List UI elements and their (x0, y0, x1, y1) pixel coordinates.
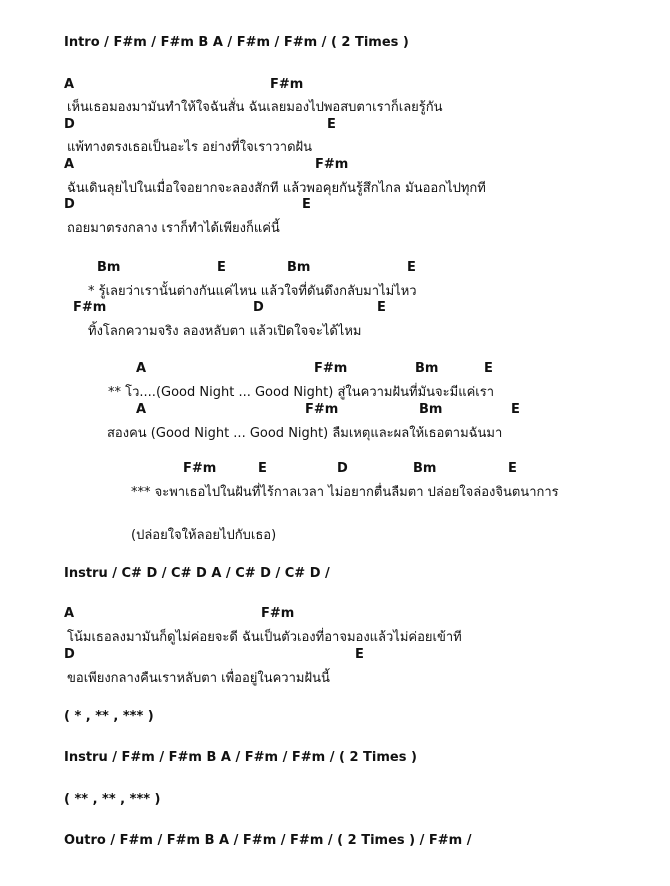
chord: Bm (413, 461, 437, 476)
intro-line: Intro / F#m / F#m B A / F#m / F#m / ( 2 Times ) (64, 35, 409, 50)
lyric-line: *** จะพาเธอไปในฝันที่ไร้กาลเวลา ไม่อยากตื่นลืมตา ปล่อยใจล่องจินตนาการ (131, 485, 559, 500)
chord: Bm (419, 402, 443, 417)
lyric-line: โน้มเธอลงมามันก็ดูไม่ค่อยจะดี ฉันเป็นตัวเองที่อาจมองแล้วไม่ค่อยเข้าที (67, 630, 462, 645)
chord: E (258, 461, 267, 476)
chord: F#m (261, 606, 295, 621)
chord: Bm (415, 361, 439, 376)
lyric-line: ถอยมาตรงกลาง เราก็ทำได้เพียงก็แค่นี้ (67, 221, 280, 236)
instru-line: Instru / F#m / F#m B A / F#m / F#m / ( 2 Times ) (64, 750, 417, 765)
chord: A (136, 361, 147, 376)
chord: E (355, 647, 364, 662)
chord: A (64, 77, 75, 92)
chord: F#m (314, 361, 348, 376)
chord: A (64, 606, 75, 621)
lyric-line: (ปล่อยใจให้ลอยไปกับเธอ) (131, 528, 277, 543)
lyric-line: ขอเพียงกลางคืนเราหลับตา เพื่ออยู่ในความฝันนี้ (67, 671, 330, 686)
lyric-line: สองคน (Good Night ... Good Night) ลืมเหตุและผลให้เธอตามฉันมา (107, 426, 503, 441)
chord: F#m (183, 461, 217, 476)
chord: E (407, 260, 416, 275)
lyric-line: เห็นเธอมองมามันทำให้ใจฉันสั่น ฉันเลยมองไปพอสบตาเราก็เลยรู้กัน (67, 100, 443, 115)
chord: E (511, 402, 520, 417)
chord: E (484, 361, 493, 376)
chord: E (508, 461, 517, 476)
chord: E (217, 260, 226, 275)
chord: Bm (97, 260, 121, 275)
chord: D (64, 117, 75, 132)
lyric-line: แพ้ทางตรงเธอเป็นอะไร อย่างที่ใจเราวาดฝัน (67, 140, 313, 155)
repeat-line: ( * , ** , *** ) (64, 709, 154, 724)
chord: D (64, 647, 75, 662)
lyric-line: ฉันเดินลุยไปในเมื่อใจอยากจะลองสักที แล้วพอคุยกันรู้สึกไกล มันออกไปทุกที (67, 181, 486, 196)
chord: Bm (287, 260, 311, 275)
chord: A (136, 402, 147, 417)
outro-line: Outro / F#m / F#m B A / F#m / F#m / ( 2 Times ) / F#m / (64, 833, 472, 848)
chord: F#m (270, 77, 304, 92)
chord: A (64, 157, 75, 172)
lyric-line: * รู้เลยว่าเรานั้นต่างกันแค่ไหน แล้วใจที่ดันดึงกลับมาไม่ไหว (88, 284, 417, 299)
lyric-line: ทิ้งโลกความจริง ลองหลับตา แล้วเปิดใจจะได้ไหม (88, 324, 362, 339)
chord: E (302, 197, 311, 212)
chord: F#m (73, 300, 107, 315)
chord: E (327, 117, 336, 132)
chord: D (337, 461, 348, 476)
instru-line: Instru / C# D / C# D A / C# D / C# D / (64, 566, 330, 581)
chord: F#m (315, 157, 349, 172)
lyric-line: ** โว....(Good Night ... Good Night) สู่ในความฝันที่มันจะมีแค่เรา (108, 385, 494, 400)
chord: E (377, 300, 386, 315)
chord: D (253, 300, 264, 315)
chord: D (64, 197, 75, 212)
repeat-line: ( ** , ** , *** ) (64, 792, 161, 807)
chord: F#m (305, 402, 339, 417)
